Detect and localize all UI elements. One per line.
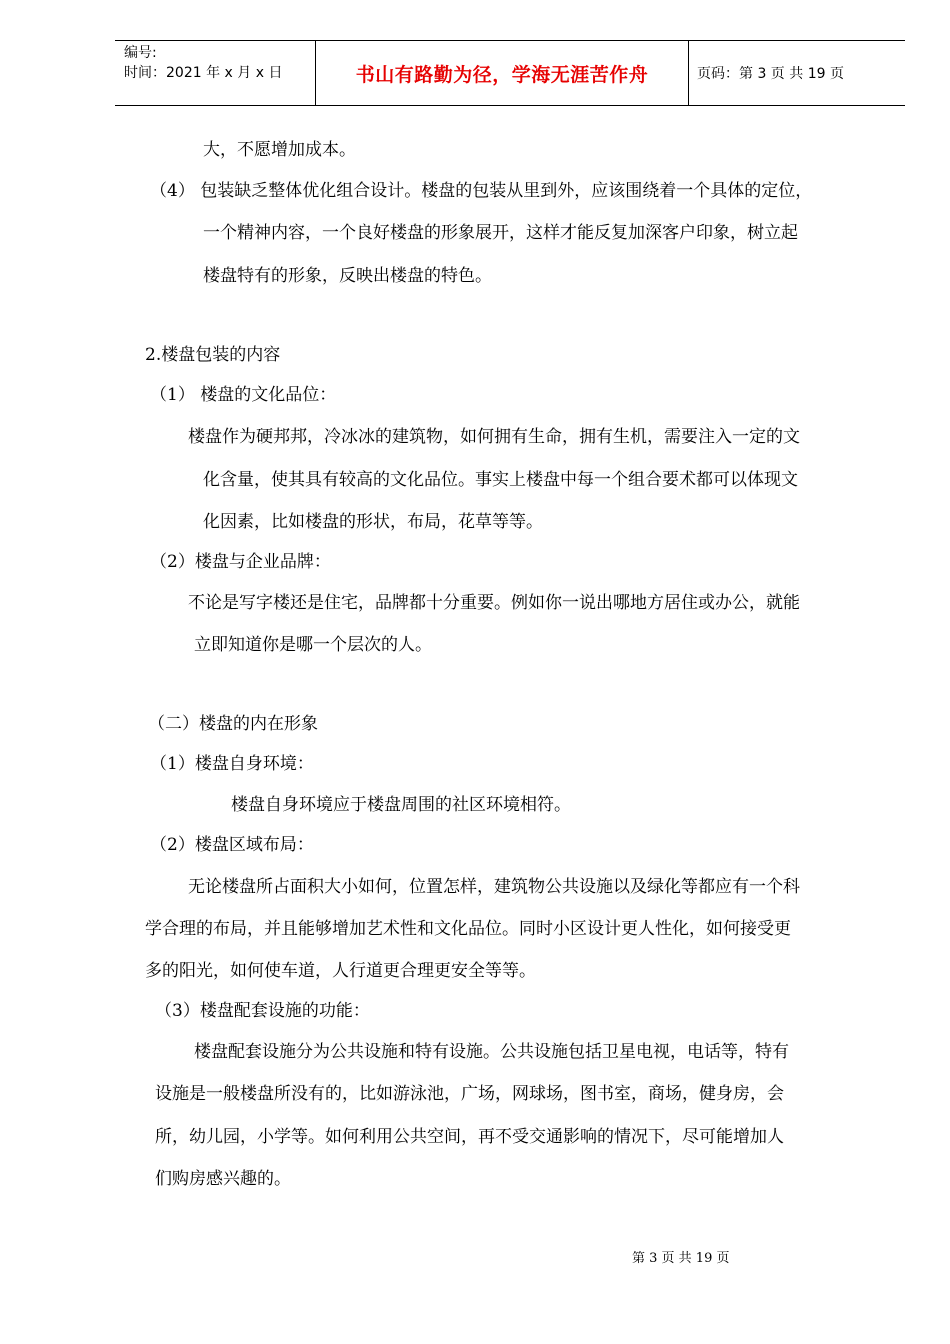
paragraph-line: 所，幼儿园，小学等。如何利用公共空间，再不受交通影响的情况下，尽可能增加人 <box>155 1127 784 1147</box>
page-header <box>115 40 905 106</box>
paragraph-line: 楼盘配套设施分为公共设施和特有设施。公共设施包括卫星电视，电话等，特有 <box>194 1042 789 1062</box>
document-time: 时间：2021 年 x 月 x 日 <box>124 65 283 81</box>
paragraph-line: 化含量，使其具有较高的文化品位。事实上楼盘中每一个组合要术都可以体现文 <box>203 470 798 490</box>
subsection-heading: （3）楼盘配套设施的功能： <box>155 1001 370 1021</box>
document-number: 编号: <box>124 45 157 61</box>
paragraph-line: 学合理的布局，并且能够增加艺术性和文化品位。同时小区设计更人性化，如何接受更 <box>145 919 791 939</box>
paragraph-line: 化因素，比如楼盘的形状，布局，花草等等。 <box>203 512 543 532</box>
paragraph-line: 立即知道你是哪一个层次的人。 <box>194 635 432 655</box>
header-meta <box>115 41 316 105</box>
paragraph-line: 楼盘作为硬邦邦，冷冰冰的建筑物，如何拥有生命，拥有生机，需要注入一定的文 <box>188 427 800 447</box>
header-motto: 书山有路勤为径，学海无涯苦作舟 <box>316 41 689 105</box>
list-item-4: （4） 包装缺乏整体优化组合设计。楼盘的包装从里到外，应该围绕着一个具体的定位， <box>150 181 813 201</box>
subsection-heading: （1） 楼盘的文化品位： <box>150 385 337 405</box>
paragraph-line: 一个精神内容，一个良好楼盘的形象展开，这样才能反复加深客户印象，树立起 <box>203 223 798 243</box>
footer-page-number: 第 3 页 共 19 页 <box>632 1251 730 1266</box>
header-page-number: 页码：第 3 页 共 19 页 <box>697 66 844 82</box>
paragraph-line: 无论楼盘所占面积大小如何，位置怎样，建筑物公共设施以及绿化等都应有一个科 <box>188 877 800 897</box>
subsection-heading: （1）楼盘自身环境： <box>150 754 314 774</box>
paragraph-line: 楼盘自身环境应于楼盘周围的社区环境相符。 <box>231 795 571 815</box>
paragraph-line: 多的阳光，如何使车道，人行道更合理更安全等等。 <box>145 961 536 981</box>
section-heading: （二）楼盘的内在形象 <box>148 714 318 734</box>
paragraph-line: 楼盘特有的形象，反映出楼盘的特色。 <box>203 266 492 286</box>
paragraph-line: 们购房感兴趣的。 <box>155 1169 291 1189</box>
section-heading: 2.楼盘包装的内容 <box>145 345 281 365</box>
paragraph-line: 不论是写字楼还是住宅，品牌都十分重要。例如你一说出哪地方居住或办公，就能 <box>188 593 800 613</box>
paragraph-line: 大，不愿增加成本。 <box>203 140 356 160</box>
subsection-heading: （2）楼盘与企业品牌： <box>150 552 331 572</box>
paragraph-line: 设施是一般楼盘所没有的，比如游泳池，广场，网球场，图书室，商场，健身房，会 <box>155 1084 784 1104</box>
subsection-heading: （2）楼盘区域布局： <box>150 835 314 855</box>
